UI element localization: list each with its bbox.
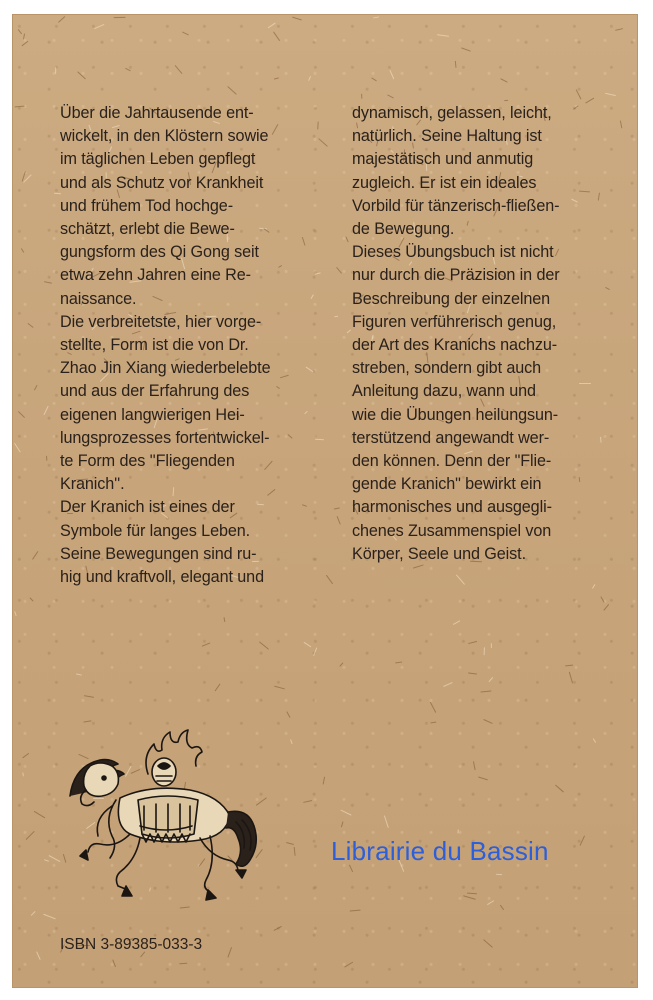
paper-fiber bbox=[23, 772, 24, 776]
paper-fiber bbox=[483, 719, 493, 724]
paper-fiber bbox=[273, 926, 282, 931]
paper-fiber bbox=[488, 900, 495, 905]
paper-fiber bbox=[339, 662, 343, 666]
paper-fiber bbox=[430, 721, 436, 723]
paper-fiber bbox=[18, 411, 25, 418]
paper-fiber bbox=[395, 661, 402, 663]
paper-fiber bbox=[384, 815, 389, 827]
blurb-line: majestätisch und anmutig bbox=[352, 150, 534, 169]
paper-fiber bbox=[620, 120, 623, 128]
paper-fiber bbox=[46, 456, 47, 461]
blurb-line: Die verbreitetste, hier vorge- bbox=[60, 312, 262, 331]
paper-fiber bbox=[334, 316, 338, 318]
blurb-line: hig und kraftvoll, elegant und bbox=[60, 568, 264, 587]
paper-fiber bbox=[604, 604, 610, 611]
blurb-line: Körper, Seele und Geist. bbox=[352, 544, 526, 563]
paper-fiber bbox=[32, 551, 39, 560]
paper-fiber bbox=[15, 106, 25, 108]
paper-fiber bbox=[461, 47, 471, 51]
paper-fiber bbox=[35, 385, 39, 390]
blurb-line: und aus der Erfahrung des bbox=[60, 382, 250, 401]
paper-fiber bbox=[227, 947, 232, 958]
paper-fiber bbox=[468, 673, 477, 675]
paper-fiber bbox=[31, 911, 36, 916]
paper-fiber bbox=[336, 267, 342, 274]
paper-fiber bbox=[286, 711, 290, 717]
blurb-line: Beschreibung der einzelnen bbox=[352, 289, 551, 308]
paper-fiber bbox=[94, 24, 104, 29]
blurb-line: wickelt, in den Klöstern sowie bbox=[60, 127, 269, 146]
paper-fiber bbox=[565, 664, 573, 666]
paper-fiber bbox=[323, 777, 325, 785]
paper-fiber bbox=[78, 71, 87, 79]
paper-fiber bbox=[33, 810, 44, 817]
blurb-line: nur durch die Präzision in der bbox=[352, 266, 560, 285]
paper-fiber bbox=[336, 516, 340, 525]
blurb-line: stellte, Form ist die von Dr. bbox=[60, 336, 249, 355]
paper-fiber bbox=[600, 596, 604, 603]
paper-fiber bbox=[372, 17, 378, 19]
paper-fiber bbox=[21, 248, 25, 253]
blurb-line: zugleich. Er ist ein ideales bbox=[352, 173, 537, 192]
paper-fiber bbox=[437, 34, 449, 37]
paper-fiber bbox=[458, 829, 459, 833]
paper-fiber bbox=[390, 70, 395, 79]
blurb-line: etwa zehn Jahren eine Re- bbox=[60, 266, 251, 285]
paper-fiber bbox=[27, 323, 33, 328]
paper-fiber bbox=[22, 753, 29, 758]
paper-fiber bbox=[468, 641, 477, 644]
paper-fiber bbox=[490, 643, 491, 648]
paper-fiber bbox=[501, 78, 509, 83]
paper-fiber bbox=[496, 874, 502, 875]
paper-fiber bbox=[555, 785, 564, 793]
blurb-line: Seine Bewegungen sind ru- bbox=[60, 544, 257, 563]
paper-fiber bbox=[488, 677, 493, 682]
paper-fiber bbox=[112, 959, 116, 967]
paper-fiber bbox=[568, 672, 572, 684]
paper-fiber bbox=[83, 720, 91, 722]
blurb-line: de Bewegung. bbox=[352, 220, 455, 239]
paper-fiber bbox=[179, 963, 187, 965]
paper-fiber bbox=[371, 78, 377, 82]
paper-fiber bbox=[483, 940, 493, 949]
blurb-line: wie die Übungen heilungsun- bbox=[352, 405, 559, 424]
blurb-line: Dieses Übungsbuch ist nicht bbox=[352, 243, 554, 262]
paper-fiber bbox=[334, 507, 340, 509]
paper-fiber bbox=[23, 34, 25, 40]
paper-fiber bbox=[361, 93, 362, 98]
blurb-line: Der Kranich ist eines der bbox=[60, 498, 235, 517]
paper-fiber bbox=[290, 739, 292, 744]
blurb-line: chenes Zusammenspiel von bbox=[352, 521, 552, 540]
paper-fiber bbox=[175, 65, 183, 74]
paper-fiber bbox=[259, 642, 269, 650]
paper-fiber bbox=[292, 16, 301, 20]
blurb-line: und frühem Tod hochge- bbox=[60, 196, 233, 215]
paper-fiber bbox=[43, 405, 48, 415]
blurb-line: Kranich''. bbox=[60, 475, 125, 494]
paper-fiber bbox=[182, 31, 189, 35]
paper-fiber bbox=[224, 617, 226, 622]
paper-fiber bbox=[350, 910, 361, 912]
paper-fiber bbox=[345, 237, 348, 243]
paper-fiber bbox=[473, 761, 476, 770]
paper-fiber bbox=[592, 584, 596, 589]
blurb-line: schätzt, erlebt die Bewe- bbox=[60, 220, 235, 239]
blurb-line: gende Kranich" bewirkt ein bbox=[352, 475, 542, 494]
blurb-line: Figuren verführerisch genug, bbox=[352, 312, 557, 331]
blurb-line: streben, sondern gibt auch bbox=[352, 359, 542, 378]
paper-fiber bbox=[387, 95, 394, 99]
paper-fiber bbox=[227, 86, 237, 95]
blurb-line: harmonisches und ausgegli- bbox=[352, 498, 552, 517]
paper-fiber bbox=[345, 962, 354, 968]
blurb-line: te Form des ''Fliegenden bbox=[60, 452, 235, 471]
paper-fiber bbox=[214, 683, 220, 691]
paper-fiber bbox=[125, 68, 131, 71]
paper-fiber bbox=[303, 800, 312, 803]
blurb-left-column bbox=[60, 102, 322, 589]
paper-fiber bbox=[25, 831, 34, 840]
blurb-line: Zhao Jin Xiang wiederbelebte bbox=[60, 359, 271, 378]
bookseller-watermark: Librairie du Bassin bbox=[331, 836, 549, 866]
paper-fiber bbox=[76, 673, 82, 675]
blurb-line: eigenen langwierigen Hei- bbox=[60, 405, 245, 424]
paper-fiber bbox=[43, 913, 55, 918]
paper-fiber bbox=[340, 809, 351, 815]
paper-fiber bbox=[294, 847, 296, 856]
paper-fiber bbox=[84, 695, 94, 698]
paper-fiber bbox=[286, 842, 294, 845]
paper-fiber bbox=[14, 442, 21, 451]
paper-fiber bbox=[44, 859, 49, 862]
blurb-line: terstützend angewandt wer- bbox=[352, 428, 550, 447]
paper-fiber bbox=[21, 40, 28, 46]
paper-fiber bbox=[202, 643, 210, 647]
paper-fiber bbox=[308, 76, 311, 81]
paper-fiber bbox=[484, 647, 485, 656]
blurb-line: natürlich. Seine Haltung ist bbox=[352, 127, 542, 146]
paper-fiber bbox=[17, 29, 21, 34]
paper-fiber bbox=[326, 574, 333, 583]
blurb-line: der Art des Kranichs nachzu- bbox=[352, 336, 558, 355]
paper-fiber bbox=[274, 78, 279, 80]
paper-fiber bbox=[453, 620, 460, 625]
blurb-line: und als Schutz vor Krankheit bbox=[60, 173, 264, 192]
paper-fiber bbox=[303, 642, 311, 648]
paper-fiber bbox=[615, 28, 623, 31]
blurb-line: Vorbild für tänzerisch-fließen- bbox=[352, 196, 560, 215]
windhorse-icon bbox=[60, 726, 272, 916]
paper-fiber bbox=[463, 895, 475, 899]
paper-fiber bbox=[444, 682, 453, 687]
paper-fiber bbox=[605, 92, 616, 95]
isbn-label: ISBN 3-89385-033-3 bbox=[60, 936, 203, 953]
blurb-line: lungsprozesses fortentwickel- bbox=[60, 428, 270, 447]
paper-fiber bbox=[55, 67, 56, 74]
paper-fiber bbox=[14, 611, 16, 616]
paper-fiber bbox=[592, 738, 595, 743]
blurb-line: naissance. bbox=[60, 289, 137, 308]
blurb-line: Über die Jahrtausende ent- bbox=[60, 104, 254, 122]
paper-fiber bbox=[44, 282, 52, 285]
paper-fiber bbox=[48, 855, 60, 862]
paper-fiber bbox=[478, 777, 488, 781]
paper-fiber bbox=[500, 905, 504, 910]
blurb-line: Anleitung dazu, wann und bbox=[352, 382, 536, 401]
paper-fiber bbox=[114, 17, 126, 18]
blurb-line: den können. Denn der "Flie- bbox=[352, 452, 552, 471]
paper-fiber bbox=[467, 892, 477, 894]
paper-fiber bbox=[346, 330, 351, 334]
paper-fiber bbox=[575, 90, 581, 100]
paper-fiber bbox=[455, 60, 457, 67]
blurb-line: dynamisch, gelassen, leicht, bbox=[352, 104, 552, 122]
paper-fiber bbox=[274, 685, 285, 689]
blurb-line: gungsform des Qi Gong seit bbox=[60, 243, 259, 262]
paper-fiber bbox=[429, 702, 436, 713]
paper-fiber bbox=[58, 16, 65, 23]
blurb-right-column bbox=[352, 102, 614, 566]
paper-fiber bbox=[313, 647, 317, 655]
paper-fiber bbox=[455, 574, 464, 584]
paper-fiber bbox=[273, 32, 280, 42]
paper-fiber bbox=[580, 835, 585, 845]
paper-fiber bbox=[29, 597, 33, 601]
paper-fiber bbox=[341, 821, 344, 827]
blurb-line: Symbole für langes Leben. bbox=[60, 521, 251, 540]
paper-fiber bbox=[36, 952, 40, 960]
paper-fiber bbox=[268, 23, 276, 29]
paper-fiber bbox=[479, 691, 490, 693]
blurb-line: im täglichen Leben gepflegt bbox=[60, 150, 256, 169]
